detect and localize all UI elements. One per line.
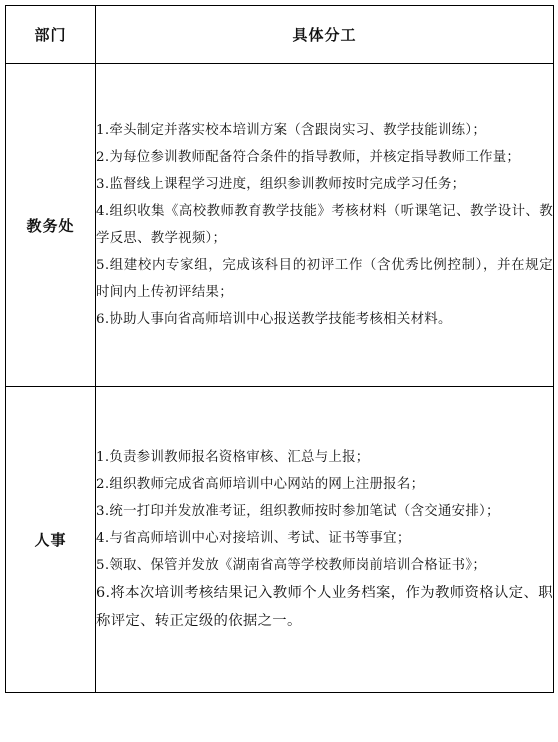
task-item: 1.负责参训教师报名资格审核、汇总与上报； (96, 450, 370, 465)
task-item: 5.组建校内专家组，完成该科目的初评工作（含优秀比例控制），并在规定时间内上传初评结果； (96, 258, 553, 300)
table-header-row (6, 6, 554, 64)
task-item: 4.组织收集《高校教师教育教学技能》考核材料（听课笔记、教学设计、教学反思、教学视频）； (96, 204, 553, 246)
task-item: 3.监督线上课程学习进度，组织参训教师按时完成学习任务； (96, 177, 466, 192)
table-row (6, 387, 554, 693)
duty-division-table (5, 5, 554, 693)
department-cell: 人事 (6, 387, 96, 693)
task-item: 6.将本次培训考核结果记入教师个人业务档案，作为教师资格认定、职称评定、转正定级的依据之一。 (96, 585, 553, 629)
duties-cell (96, 387, 554, 693)
task-item: 1.牵头制定并落实校本培训方案（含跟岗实习、教学技能训练）； (96, 123, 487, 138)
task-item: 2.为每位参训教师配备符合条件的指导教师，并核定指导教师工作量； (96, 150, 521, 165)
task-item: 6.协助人事向省高师培训中心报送教学技能考核相关材料。 (96, 312, 452, 327)
department-cell: 教务处 (6, 64, 96, 387)
header-duties: 具体分工 (96, 6, 554, 64)
task-item: 2.组织教师完成省高师培训中心网站的网上注册报名； (96, 477, 425, 492)
task-list (96, 444, 553, 635)
task-item: 5.领取、保管并发放《湖南省高等学校教师岗前培训合格证书》； (96, 558, 487, 573)
duties-cell (96, 64, 554, 387)
task-item: 3.统一打印并发放准考证，组织教师按时参加笔试（含交通安排）； (96, 504, 500, 519)
task-item: 4.与省高师培训中心对接培训、考试、证书等事宜； (96, 531, 411, 546)
table-row (6, 64, 554, 387)
task-list (96, 117, 553, 333)
header-department: 部门 (6, 6, 96, 64)
